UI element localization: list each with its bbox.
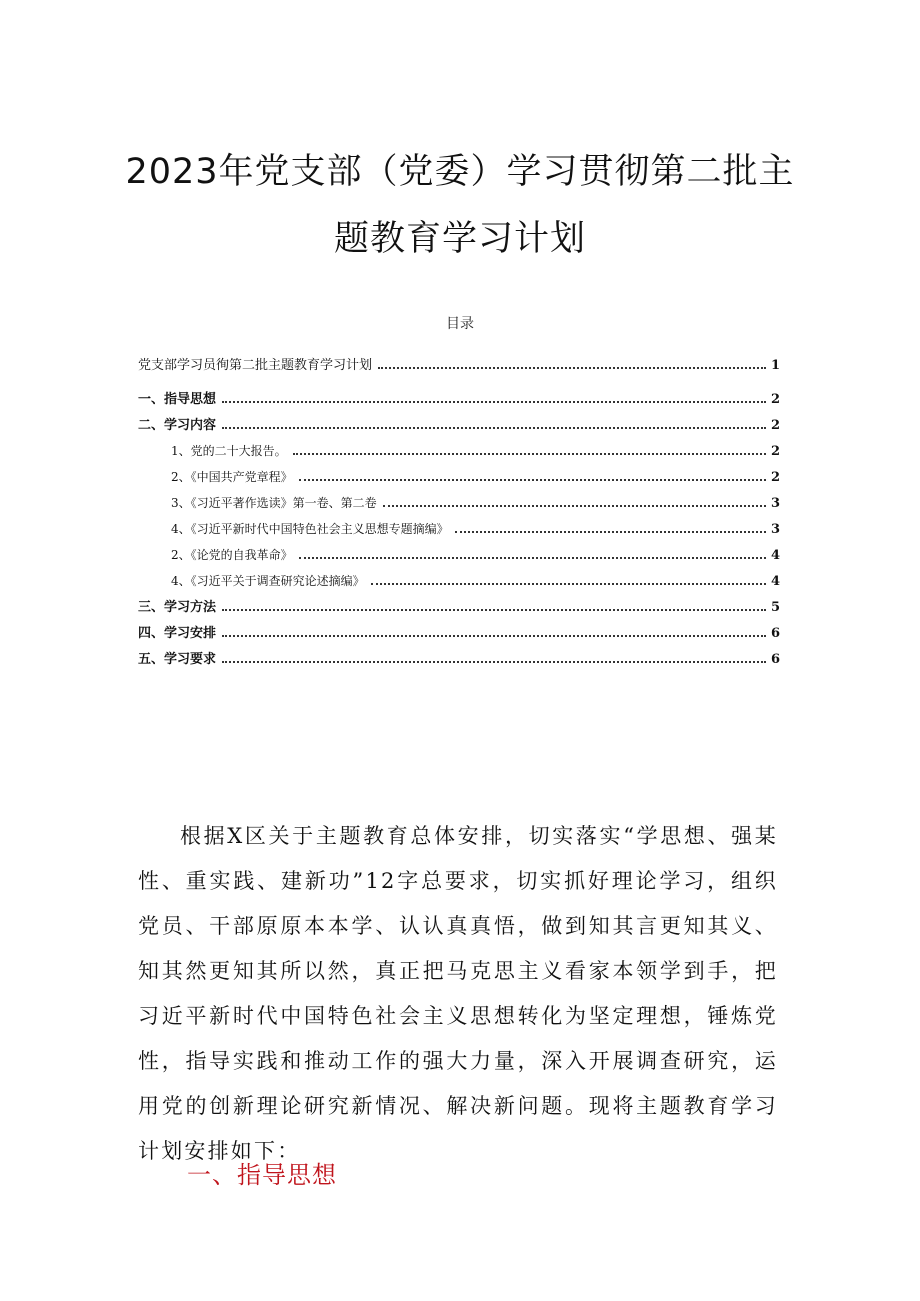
toc-entry-page: 1 [770,358,780,373]
toc-entry-label: 五、学习要求 [138,652,217,667]
toc-entry-page: 2 [770,444,780,459]
toc-entry-page: 2 [770,470,780,485]
toc-dot-leader [222,400,766,403]
toc-entry-label: 三、学习方法 [138,600,217,615]
toc-dot-leader [455,530,766,533]
toc-entry[interactable] [138,485,780,511]
toc-heading: 目录 [446,316,474,332]
toc-entry[interactable] [138,433,780,459]
toc-entry[interactable] [138,641,780,667]
section-heading-guiding-ideology: 一、指导思想 [187,1161,337,1189]
toc-entry[interactable] [138,615,780,641]
toc-dot-leader [371,582,766,585]
toc-entry[interactable] [138,407,780,433]
toc-entry[interactable] [138,563,780,589]
toc-entry[interactable] [138,343,780,373]
toc-dot-leader [378,366,766,369]
toc-entry-page: 2 [770,418,780,433]
toc-entry-label: 党支部学习员徇第二批主题教育学习计划 [138,358,373,373]
toc-entry-label: 4、《习近平新时代中国特色社会主义思想专题摘编》 [171,522,449,536]
toc-entry-label: 3、《习近平著作选读》第一卷、第二卷 [171,496,377,510]
toc-dot-leader [299,556,766,559]
toc-entry-page: 2 [770,392,780,407]
table-of-contents [138,343,780,667]
toc-entry[interactable] [138,459,780,485]
document-title-line-1: 2023年党支部（党委）学习贯彻第二批主 [125,152,795,192]
toc-entry-page: 6 [770,652,780,667]
toc-dot-leader [222,426,766,429]
toc-entry-label: 4、《习近平关于调查研究论述摘编》 [171,574,365,588]
toc-entry-page: 5 [770,600,780,615]
toc-dot-leader [293,452,766,455]
toc-entry-page: 3 [770,522,780,537]
toc-dot-leader [299,478,766,481]
toc-entry-label: 一、指导思想 [138,392,217,407]
toc-entry-label: 2、《中国共产党章程》 [171,470,293,484]
toc-entry-page: 4 [770,548,780,563]
toc-entry-label: 四、学习安排 [138,626,217,641]
toc-entry[interactable] [138,511,780,537]
toc-entry-page: 3 [770,496,780,511]
document-title-line-2: 题教育学习计划 [333,219,586,259]
toc-entry-label: 1、党的二十大报告。 [171,444,287,458]
toc-dot-leader [222,608,766,611]
intro-paragraph: 根据X区关于主题教育总体安排，切实落实“学思想、强某性、重实践、建新功”12字总要求，切实抓好理论学习，组织党员、干部原原本本学、认认真真悟，做到知其言更知其义、知其然更知其所以然，真正把马克思主义看家本领学到手，把习近平新时代中国特色社会主义思想转化为坚定理想，锤炼党性，指导实践和推动工作的强大力量，深入开展调查研究，运用党的创新理论研究新情况、解决新问题。现将主题教育学习计划安排如下： [138,824,778,1163]
toc-entry-page: 4 [770,574,780,589]
toc-entry[interactable] [138,381,780,407]
toc-dot-leader [383,504,766,507]
toc-entry-label: 二、学习内容 [138,418,217,433]
toc-dot-leader [222,660,766,663]
toc-dot-leader [222,634,766,637]
toc-entry[interactable] [138,589,780,615]
toc-entry-label: 2、《论党的自我革命》 [171,548,293,562]
toc-entry-page: 6 [770,626,780,641]
toc-entry[interactable] [138,537,780,563]
